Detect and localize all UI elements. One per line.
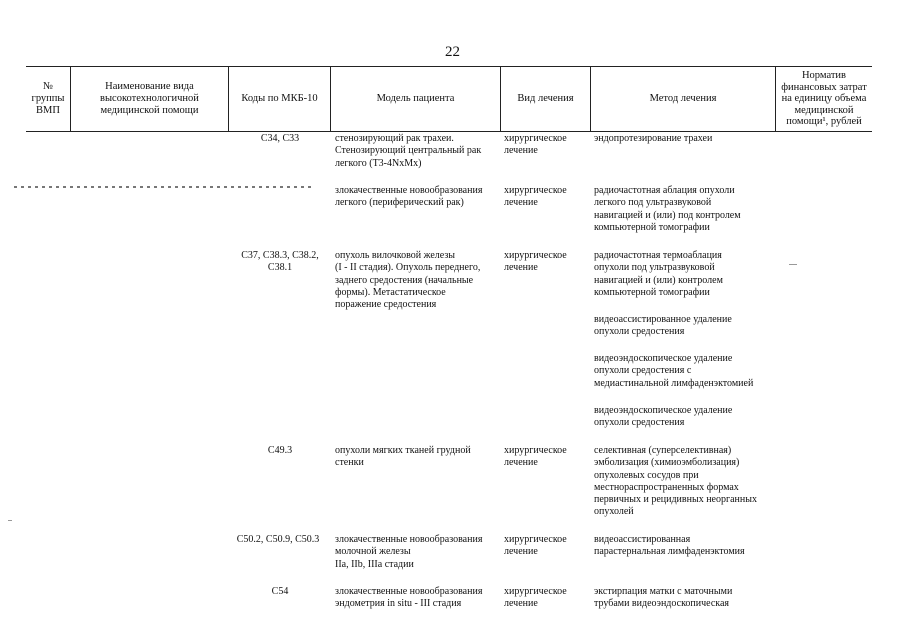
scan-noise-line (14, 186, 314, 188)
header-group-number: № группы ВМП (31, 81, 65, 116)
table-row-5-model: злокачественные новообразования молочной железы IIa, IIb, IIIa стадии (335, 534, 483, 570)
table-row-5-type: хирургическое лечение (504, 534, 567, 558)
table-row-3-model: опухоль вилочковой железы (I - II стадия). Опухоль переднего, заднего средостения (начальные формы). Метастатическое поражение средостения (335, 250, 481, 311)
header-icd10-codes: Коды по МКБ-10 (241, 93, 318, 104)
table-row-3-method-2: видеоассистированное удаление опухоли средостения (594, 314, 732, 338)
table-row-4-codes: C49.3 (267, 445, 293, 456)
table-row-3-method-3: видеоэндоскопическое удаление опухоли средостения с медиастинальной лимфаденэктомией (594, 353, 754, 389)
table-row-3-codes: C37, C38.3, C38.2, C38.1 (241, 250, 319, 274)
table-row-3-method-4: видеоэндоскопическое удаление опухоли средостения (594, 405, 733, 429)
header-treatment-type: Вид лечения (517, 93, 574, 104)
table-row-4-type: хирургическое лечение (504, 445, 567, 469)
header-bottom-border (26, 131, 872, 132)
scan-mark (789, 264, 797, 265)
header-care-type-name: Наименование вида высокотехнологичной медицинской помощи (100, 81, 199, 116)
table-row-5-codes: C50.2, C50.9, C50.3 (236, 534, 320, 545)
table-row-2-method: радиочастотная аблация опухоли легкого под ультразвуковой навигацией и (или) под контролем компьютерной томографии (594, 185, 741, 233)
table-row-2-type: хирургическое лечение (504, 185, 567, 209)
header-patient-model: Модель пациента (376, 93, 455, 104)
table-row-1-type: хирургическое лечение (504, 133, 567, 157)
table-row-3-method-1: радиочастотная термоаблация опухоли под ультразвуковой навигацией и (или) контролем компьютерной томографии (594, 250, 723, 298)
page-number: 22 (445, 44, 460, 60)
table-row-1-model: стенозирующий рак трахеи. Стенозирующий центральный рак легкого (T3-4NxMx) (335, 133, 482, 169)
table-row-2-model: злокачественные новообразования легкого (периферический рак) (335, 185, 483, 209)
header-cost-norm: Норматив финансовых затрат на единицу объема медицинской помощи¹, рублей (781, 70, 867, 128)
table-row-6-model: злокачественные новообразования эндометрия in situ - III стадия (335, 586, 483, 610)
table-top-border (26, 66, 872, 67)
table-row-3-type: хирургическое лечение (504, 250, 567, 274)
table-row-5-method: видеоассистированная парастернальная лимфаденэктомия (594, 534, 745, 558)
header-treatment-method: Метод лечения (649, 93, 717, 104)
table-row-6-codes: C54 (271, 586, 289, 597)
table-row-4-method: селективная (суперселективная) эмболизация (химиоэмболизация) опухолевых сосудов при местнораспространенных формах первичных и рецидивных неорганных опухолей (594, 445, 757, 518)
table-row-4-model: опухоли мягких тканей грудной стенки (335, 445, 471, 469)
table-row-6-method: экстирпация матки с маточными трубами видеоэндоскопическая (594, 586, 733, 610)
table-row-1-method: эндопротезирование трахеи (594, 133, 713, 144)
table-row-1-codes: C34, C33 (260, 133, 300, 144)
table-row-6-type: хирургическое лечение (504, 586, 567, 610)
scan-mark (8, 520, 12, 521)
